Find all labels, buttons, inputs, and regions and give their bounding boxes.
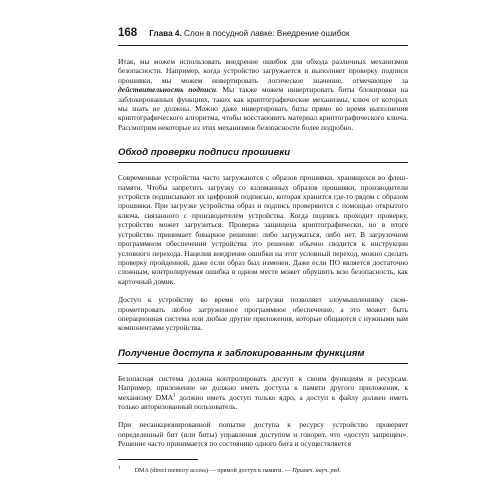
locked-paragraph-2: При несанкционированной попытке доступа к ресурсу устройство проверяет определенный бит (или биты) управления доступом и говорит, что «доступ запрещен». Решение часто принимается по состоянию одного бита и осуществляется bbox=[118, 420, 408, 449]
firmware-paragraph-2: Доступ к устройству во время его загрузки позволяет злоумышленнику скомпрометировать любое загруженное программное обеспечение, а это может быть операционная система или любые другие приложения, которые общаются с нужными вам компонентами устройства. bbox=[118, 295, 408, 333]
footnote-text: DMA (direct memory access) — прямой доступ к памяти. — bbox=[134, 467, 293, 475]
emphasis-signature-validity: действительность подписи bbox=[118, 85, 217, 95]
locked-text-end: должно иметь доступ только ядро, а доступ к файлу должен иметь только авторизованный пользователь. bbox=[118, 392, 408, 411]
firmware-paragraph-1: Современные устройства часто загружаются с образов прошивки, хранящихся во флеш-памяти. Чтобы запретить загрузку со взломанных образов прошивки, производители устройств подписывают их цифровой подписью, которая хранится где-то рядом с образом прошивки. При загрузке устройства образ и подпись проверяются с помощью открытого ключа, связанного с производителем устройства. Когда подпись проходит проверку, устройство может загрузиться. Проверка защищена криптографически, но в итоге устройство принимает бинарное решение: либо загружаться, либо нет. В загрузочном программном обеспечении устройства это решение обычно сводится к инструкции условного перехода. Нацелив внедрение ошибки на этот условный переход, можно сделать проверку пройденной, даже если образ был изменен. Даже если ПО является достаточно сложным, контролируемая ошибка в одном месте может обрушить всю безопасность, как карточный домик. bbox=[118, 173, 408, 286]
chapter-label: Глава 4. bbox=[149, 29, 182, 38]
footnote-rule bbox=[118, 459, 198, 460]
footnote bbox=[118, 464, 408, 475]
footnote-mark: 1 bbox=[118, 465, 121, 471]
page-number: 168 bbox=[118, 27, 138, 39]
section-heading-firmware-signature: Обход проверки подписи прошивки bbox=[118, 147, 408, 163]
footnote-editor-note: Примеч. науч. ред. bbox=[292, 467, 341, 475]
chapter-running-title bbox=[149, 29, 349, 38]
chapter-title: Слон в посудной лавке: Внедрение ошибок bbox=[184, 29, 350, 38]
intro-paragraph bbox=[118, 57, 408, 132]
locked-paragraph-1 bbox=[118, 374, 408, 412]
footnote-reference: 1 bbox=[173, 393, 176, 399]
intro-text-start: Итак, мы можем использовать внедрение ошибок для обхода различных механизмов безопасности. Например, когда устройство загружается и выполняет проверку подписи прошивки, мы можем инвертировать логическое значение, отмечающее за bbox=[118, 57, 408, 85]
locked-text-start: Безопасная система должна контролировать доступ к своим функциям и ресурсам. Например, приложение не должно иметь доступа к памяти другого приложения, к механизму DMA bbox=[118, 373, 408, 402]
intro-text-end: . Мы также можем инвертировать биты блокировки на заблокированных функциях, таких как криптографические механизмы, ключ от которых мы знать не должны. Можно даже инвертировать биты прямо во время выполнения криптографического алгоритма, чтобы восстановить материал криптографического ключа. Рассмотрим некоторые из этих механизмов безопасности более подробно. bbox=[118, 85, 408, 132]
page-body bbox=[118, 57, 408, 458]
header-rule bbox=[118, 45, 408, 46]
section-heading-locked-functions: Получение доступа к заблокированным функциям bbox=[118, 348, 408, 364]
running-header bbox=[118, 27, 418, 43]
